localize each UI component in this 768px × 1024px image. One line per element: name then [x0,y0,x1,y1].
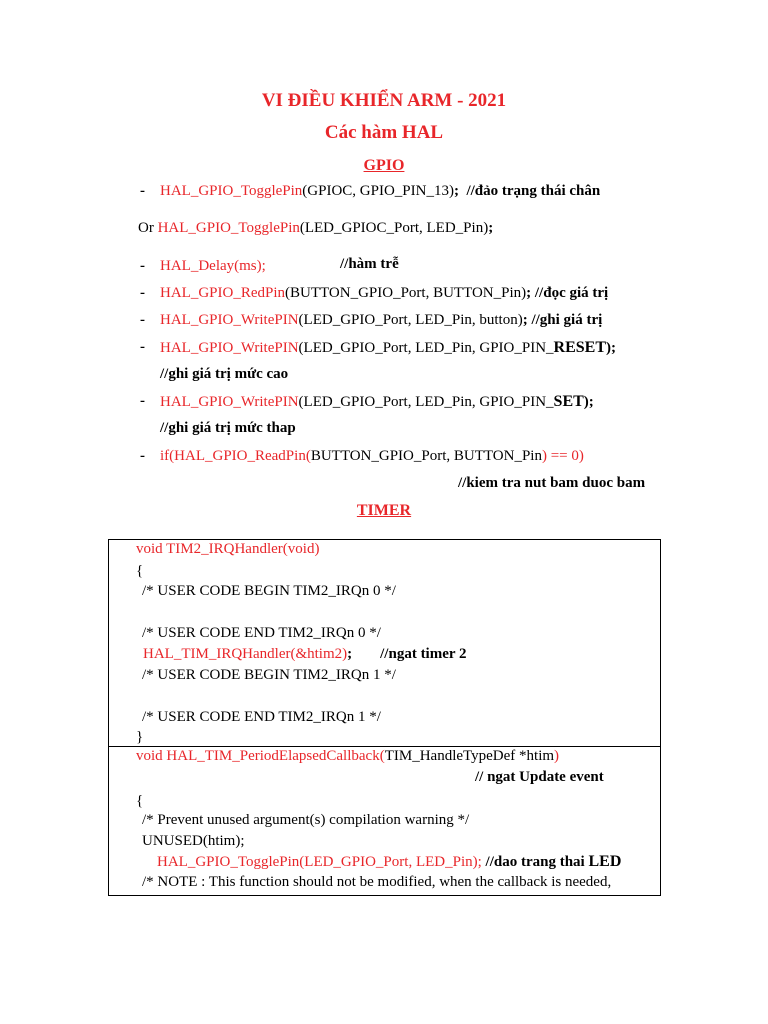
timer-callback-code-box [108,745,661,896]
inline-comment: ; //đọc giá trị [526,285,609,301]
function-args: (LED_GPIO_Port, LED_Pin, button) [298,312,523,328]
line-comment: //ghi giá trị mức cao [160,366,289,382]
function-tail: ) == 0) [541,448,584,464]
gpio-line-text [160,285,608,302]
function-args: (LED_GPIOC_Port, LED_Pin) [299,220,489,236]
document-subtitle: Các hàm HAL [324,122,444,143]
line-comment: //ghi giá trị mức thap [160,420,296,436]
inline-comment: //dao trang thai [485,854,585,870]
code-line: /* USER CODE BEGIN TIM2_IRQn 0 */ [142,583,396,599]
code-line: /* NOTE : This function should not be modified, when the callback is needed, [142,874,612,890]
bullet-dash: - [140,183,145,199]
code-line [136,748,559,765]
inline-comment: //hàm trễ [340,256,399,272]
function-name: HAL_GPIO_WritePIN [160,340,299,356]
document-title: VI ĐIỀU KHIỂN ARM - 2021 [261,90,507,111]
function-args: (LED_GPIO_Port, LED_Pin, GPIO_PIN_ [298,394,554,410]
section-heading-timer: TIMER [356,502,412,519]
gpio-line-text [160,183,600,200]
gpio-line-text [160,312,602,329]
gpio-line-text [160,448,584,465]
bullet-dash: - [140,258,145,274]
function-name: HAL_Delay(ms); [160,258,266,274]
gpio-line-text [160,339,616,357]
function-name: HAL_GPIO_TogglePin(LED_GPIO_Port, LED_Pin); [157,854,482,870]
closing: ); [606,340,617,356]
function-name: HAL_GPIO_RedPin [160,285,286,301]
function-name: HAL_GPIO_WritePIN [160,394,299,410]
code-line: /* USER CODE BEGIN TIM2_IRQn 1 */ [142,667,396,683]
code-line: { [136,563,144,579]
line-comment: //kiem tra nut bam duoc bam [458,475,646,491]
gpio-line-text [160,393,594,411]
semicolon: ; [488,220,494,236]
code-line: void TIM2_IRQHandler(void) [136,541,320,557]
inline-comment: //ngat timer 2 [380,646,467,662]
closing: ) [554,748,560,764]
code-line: { [136,793,144,809]
function-args: (LED_GPIO_Port, LED_Pin, GPIO_PIN_ [298,340,554,356]
code-line [157,853,621,871]
semicolon: ; [347,646,353,662]
function-args: TIM_HandleTypeDef *htim [384,748,555,764]
or-prefix: Or [138,220,158,236]
function-args: BUTTON_GPIO_Port, BUTTON_Pin [310,448,542,464]
function-args: (GPIOC, GPIO_PIN_13) [302,183,454,199]
bullet-dash: - [140,312,145,328]
code-line: UNUSED(htim); [142,833,245,849]
gpio-line-or-toggle [138,220,493,237]
inline-comment: //đảo trạng thái chân [466,183,601,199]
code-line: /* Prevent unused argument(s) compilation warning */ [142,812,470,828]
bullet-dash: - [140,339,145,355]
bullet-dash: - [140,448,145,464]
function-name: if(HAL_GPIO_ReadPin( [160,448,311,464]
section-heading-gpio: GPIO [363,157,405,174]
code-line [143,646,467,663]
inline-comment-strong: LED [588,853,622,870]
bullet-dash: - [140,393,145,409]
code-line: /* USER CODE END TIM2_IRQn 1 */ [142,709,381,725]
inline-comment: // ngat Update event [475,769,604,785]
closing: ); [583,394,594,410]
inline-comment: ; //ghi giá trị [522,312,603,328]
code-line: /* USER CODE END TIM2_IRQn 0 */ [142,625,381,641]
function-name: HAL_GPIO_WritePIN [160,312,299,328]
function-name: void HAL_TIM_PeriodElapsedCallback( [136,748,385,764]
code-line: } [136,729,144,745]
bullet-dash: - [140,285,145,301]
function-name: HAL_TIM_IRQHandler(&htim2) [143,646,348,662]
pin-state: RESET [553,339,607,356]
semicolon: ; [453,183,459,199]
pin-state: SET [553,393,584,410]
function-name: HAL_GPIO_TogglePin [160,183,303,199]
function-args: (BUTTON_GPIO_Port, BUTTON_Pin) [285,285,527,301]
function-name: HAL_GPIO_TogglePin [157,220,300,236]
timer-irq-code-box [108,539,661,747]
